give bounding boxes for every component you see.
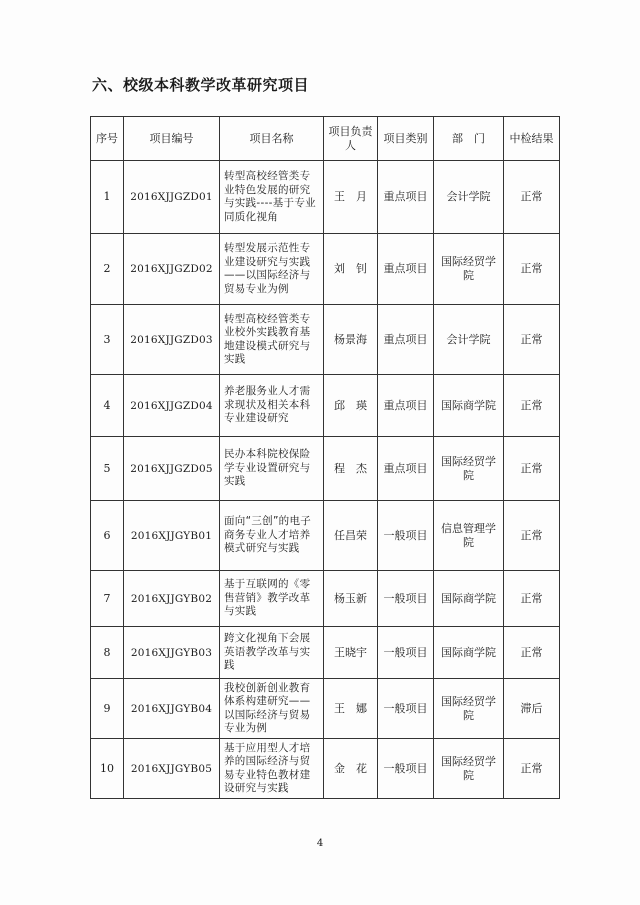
department: 国际商学院 xyxy=(434,571,504,627)
department: 国际经贸学院 xyxy=(434,679,504,739)
midterm-result: 正常 xyxy=(504,437,560,501)
project-name: 基于互联网的《零售营销》教学改革与实践 xyxy=(220,571,324,627)
row-number: 6 xyxy=(91,501,124,571)
department: 国际经贸学院 xyxy=(434,234,504,305)
department: 会计学院 xyxy=(434,161,504,234)
midterm-result: 滞后 xyxy=(504,679,560,739)
department: 国际经贸学院 xyxy=(434,437,504,501)
row-number: 4 xyxy=(91,375,124,437)
project-code: 2016XJJGYB01 xyxy=(124,501,220,571)
section-title: 六、校级本科教学改革研究项目 xyxy=(92,76,310,94)
department: 信息管理学院 xyxy=(434,501,504,571)
midterm-result: 正常 xyxy=(504,234,560,305)
table-row xyxy=(91,627,560,679)
project-leader: 程 杰 xyxy=(324,437,378,501)
row-number: 9 xyxy=(91,679,124,739)
table-row xyxy=(91,161,560,234)
project-name: 基于应用型人才培养的国际经济与贸易专业特色教材建设研究与实践 xyxy=(220,739,324,799)
project-type: 重点项目 xyxy=(378,375,434,437)
header-no: 序号 xyxy=(91,117,124,161)
project-code: 2016XJJGYB05 xyxy=(124,739,220,799)
project-code: 2016XJJGYB04 xyxy=(124,679,220,739)
table-row xyxy=(91,305,560,375)
department: 国际经贸学院 xyxy=(434,739,504,799)
project-leader: 邱 瑛 xyxy=(324,375,378,437)
table-header-row xyxy=(91,117,560,161)
project-type: 一般项目 xyxy=(378,679,434,739)
project-name: 我校创新创业教育体系构建研究——以国际经济与贸易专业为例 xyxy=(220,679,324,739)
project-type: 重点项目 xyxy=(378,305,434,375)
project-leader: 杨玉新 xyxy=(324,571,378,627)
table-row xyxy=(91,571,560,627)
project-leader: 杨景海 xyxy=(324,305,378,375)
header-result: 中检结果 xyxy=(504,117,560,161)
project-name: 转型发展示范性专业建设研究与实践——以国际经济与贸易专业为例 xyxy=(220,234,324,305)
project-leader: 王晓宇 xyxy=(324,627,378,679)
row-number: 2 xyxy=(91,234,124,305)
table-body xyxy=(91,161,560,799)
midterm-result: 正常 xyxy=(504,571,560,627)
row-number: 5 xyxy=(91,437,124,501)
header-leader: 项目负责人 xyxy=(324,117,378,161)
midterm-result: 正常 xyxy=(504,627,560,679)
project-leader: 金 花 xyxy=(324,739,378,799)
project-leader: 刘 钊 xyxy=(324,234,378,305)
project-name: 养老服务业人才需求现状及相关本科专业建设研究 xyxy=(220,375,324,437)
project-code: 2016XJJGZD05 xyxy=(124,437,220,501)
project-table xyxy=(90,116,560,799)
project-name: 面向“三创”的电子商务专业人才培养模式研究与实践 xyxy=(220,501,324,571)
table-row xyxy=(91,234,560,305)
department: 国际商学院 xyxy=(434,627,504,679)
table-row xyxy=(91,679,560,739)
midterm-result: 正常 xyxy=(504,501,560,571)
header-type: 项目类别 xyxy=(378,117,434,161)
project-name: 转型高校经管类专业校外实践教育基地建设模式研究与实践 xyxy=(220,305,324,375)
project-name: 跨文化视角下会展英语教学改革与实践 xyxy=(220,627,324,679)
project-type: 一般项目 xyxy=(378,739,434,799)
department: 会计学院 xyxy=(434,305,504,375)
midterm-result: 正常 xyxy=(504,739,560,799)
project-name: 民办本科院校保险学专业设置研究与实践 xyxy=(220,437,324,501)
project-code: 2016XJJGZD04 xyxy=(124,375,220,437)
project-leader: 王 月 xyxy=(324,161,378,234)
midterm-result: 正常 xyxy=(504,305,560,375)
project-name: 转型高校经管类专业特色发展的研究与实践----基于专业同质化视角 xyxy=(220,161,324,234)
project-leader: 王 娜 xyxy=(324,679,378,739)
page-number: 4 xyxy=(316,838,324,849)
project-code: 2016XJJGYB02 xyxy=(124,571,220,627)
project-code: 2016XJJGYB03 xyxy=(124,627,220,679)
header-dept: 部 门 xyxy=(434,117,504,161)
project-type: 一般项目 xyxy=(378,571,434,627)
row-number: 7 xyxy=(91,571,124,627)
department: 国际商学院 xyxy=(434,375,504,437)
table-row xyxy=(91,501,560,571)
project-type: 重点项目 xyxy=(378,161,434,234)
project-code: 2016XJJGZD01 xyxy=(124,161,220,234)
project-code: 2016XJJGZD03 xyxy=(124,305,220,375)
header-name: 项目名称 xyxy=(220,117,324,161)
row-number: 1 xyxy=(91,161,124,234)
table-row xyxy=(91,375,560,437)
project-type: 重点项目 xyxy=(378,234,434,305)
midterm-result: 正常 xyxy=(504,161,560,234)
table-row xyxy=(91,437,560,501)
header-code: 项目编号 xyxy=(124,117,220,161)
table-row xyxy=(91,739,560,799)
project-leader: 任昌荣 xyxy=(324,501,378,571)
row-number: 8 xyxy=(91,627,124,679)
row-number: 3 xyxy=(91,305,124,375)
row-number: 10 xyxy=(91,739,124,799)
midterm-result: 正常 xyxy=(504,375,560,437)
project-type: 一般项目 xyxy=(378,501,434,571)
project-type: 一般项目 xyxy=(378,627,434,679)
project-type: 重点项目 xyxy=(378,437,434,501)
project-code: 2016XJJGZD02 xyxy=(124,234,220,305)
